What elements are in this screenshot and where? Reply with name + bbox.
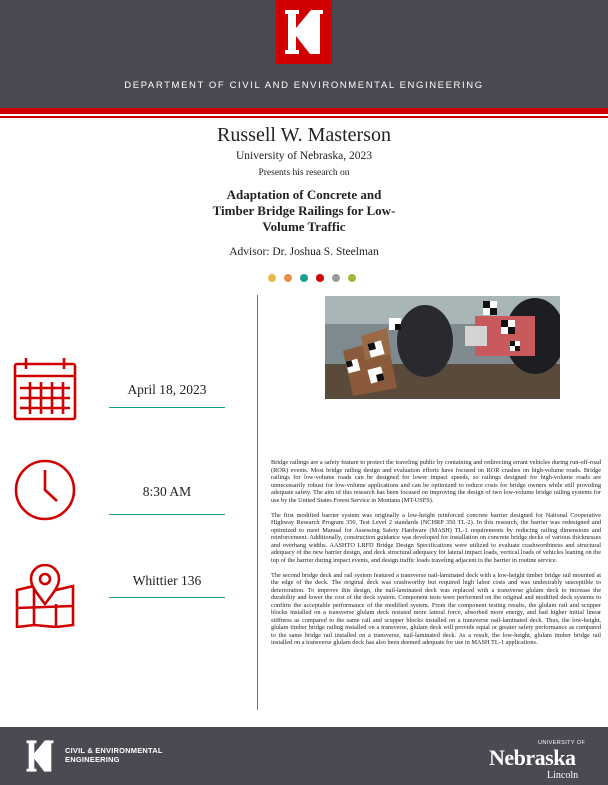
research-title-line: Adaptation of Concrete and [226, 187, 382, 202]
event-time: 8:30 AM [142, 484, 192, 499]
abstract-paragraph: The first modified barrier system was originally a low-height reinforced concrete barrier designed for National Cooperative Highway Research Program 350, Test Level 2 standards (NCHRP 350 TL-2). In this research, the barrier was redesigned and optimized to meet Manual for Assessing Safety Hardware (MASH) TL-1 requirements by reducing railing dimensions and reinforcement. Additionally, construction guidance was developed for installation on concrete bridge decks of various thicknesses and overhang widths. AASHTO LRFD Bridge Design Specifications were utilized to evaluate crashworthiness and structural adequacy of the new barrier design, and deck structural adequacy for lateral impact loads, vertical loads of vehicles leaning on the top of the barrier during impact events, and design traffic loads traveling adjacent to the barrier in routine service. [271, 511, 601, 564]
event-location: Whittier 136 [132, 573, 202, 588]
footer-dept-line: ENGINEERING [65, 755, 120, 764]
color-dot [268, 274, 276, 282]
nebraska-n-logo [276, 0, 332, 64]
calendar-icon [12, 356, 78, 422]
presenter-name: Russell W. Masterson [217, 124, 391, 146]
crash-test-image [325, 296, 560, 399]
advisor-name: Advisor: Dr. Joshua S. Steelman [229, 246, 379, 258]
presenter-university: University of Nebraska, 2023 [235, 150, 373, 162]
footer-lincoln: Lincoln [547, 770, 579, 781]
date-underline [109, 407, 225, 408]
vertical-divider [257, 295, 258, 710]
clock-icon [13, 458, 77, 522]
color-dot [348, 274, 356, 282]
header-red-thin-stripe [0, 116, 608, 118]
event-date: April 18, 2023 [127, 382, 207, 397]
research-title-line: Volume Traffic [262, 219, 346, 234]
header-banner [0, 0, 608, 108]
department-name: DEPARTMENT OF CIVIL AND ENVIRONMENTAL ENGINEERING [124, 80, 484, 91]
n-logo-icon [283, 8, 325, 56]
abstract-paragraph: Bridge railings are a safety feature to protect the traveling public by containing and redirecting errant vehicles during run-off-road (ROR) events. Most bridge railing design and evaluation efforts have focused on ROR crashes on high-volume roads. Bridge railings for low-volume roads can be designed for lower impact speeds, so railings designed for high-volume roads are unnecessarily robust for low-volume applications and can be optimized to reduce costs for bridge owners while still providing adequate safety. The aim of this research has been focused on improving the design of two low-volume bridge railing systems for use by the United States Forest Service in Montana (MT-USFS). [271, 459, 601, 504]
research-abstract [271, 459, 601, 654]
color-dot [332, 274, 340, 282]
color-dot [300, 274, 308, 282]
footer-university-label: UNIVERSITY OF [538, 740, 586, 746]
time-underline [109, 514, 225, 515]
location-underline [109, 597, 225, 598]
footer-department [65, 746, 163, 764]
research-title-line: Timber Bridge Railings for Low- [212, 203, 396, 218]
color-dot [316, 274, 324, 282]
footer-banner [0, 727, 608, 785]
footer-nebraska-wordmark: Nebraska [489, 745, 576, 770]
presents-line: Presents his research on [258, 168, 350, 178]
footer-dept-line: CIVIL & ENVIRONMENTAL [65, 746, 163, 755]
footer-n-logo-icon [24, 739, 56, 773]
research-title [190, 187, 418, 235]
map-pin-icon [14, 564, 76, 628]
abstract-paragraph: The second bridge deck and rail system featured a transverse nail-laminated deck with a low-height timber bridge rail mounted at the edge of the deck. The original deck was crashworthy but required high labor costs and was undesirably susceptible to deterioration. To improve this design, the nail-laminated deck was replaced with a transverse glulam deck to increase the durability and lower the cost of the deck system. Component tests were performed on the original and modified deck systems to confirm the acceptable performance of the modified system. From the component testing results, the glulam rail and scupper blocks installed on a transverse glulam deck resisted more lateral force, absorbed more energy, and had higher initial linear stiffness as compared to the same rail and scupper blocks installed on a transverse nail-laminated deck. Thus, the low-height, glulam timber bridge railing installed on a transverse, glulam deck will provide equal or greater safety performance as compared to the same bridge rail installed on a transverse, nail-laminated deck. As a result, the low-height, glulam timber bridge rail installed on a transverse glulam deck has also been deemed adequate for use in MASH TL-1 applications. [271, 571, 601, 646]
color-dot [284, 274, 292, 282]
crash-test-photo [325, 296, 560, 399]
